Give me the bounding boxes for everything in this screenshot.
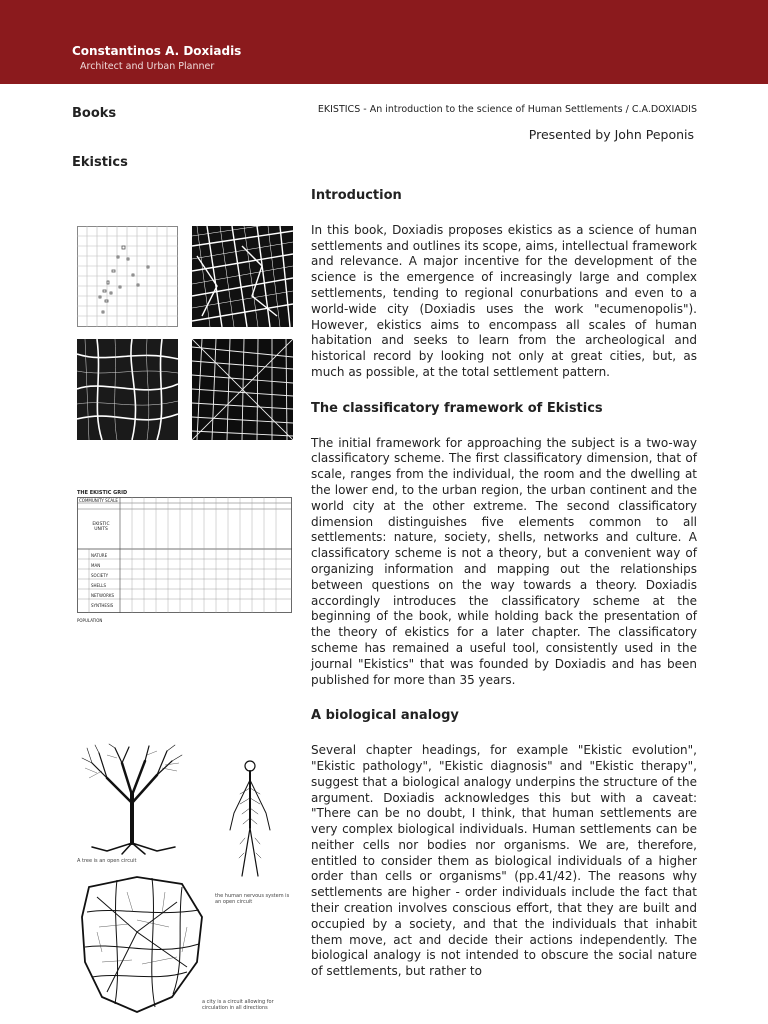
nervous-system-figure [228,758,273,878]
biological-paragraph: Several chapter headings, for example "Ekistic evolution", "Ekistic pathology", "Ekistic diagnosis" and "Ekistic therapy", suggest that a biological analogy underpins the structure of the argument. Doxiadis acknowledges this but with a caveat: "There can be no doubt, I think, that human settlements are very complex biological individuals. Human settlements can be neither cells nor bodies nor organisms. We are, therefore, entitled to consider them as biological individuals of a higher order than cells or organisms" (pp.41/42). The reasons why settlements are higher - order individuals include the fact that their creation involves conscious effort, that they are built and occupied by a society, and that the individuals that inhabit them move, act and decide their actions independently. The biological analogy is not intended to obscure the social nature of settlements, but rather to [311,743,697,979]
ekistic-grid-population-label: POPULATION [77,618,103,623]
ekistic-grid-units-label: EKISTIC UNITS [92,522,110,532]
tree-caption: A tree is an open circuit [77,858,137,864]
element-nature: NATURE [91,553,108,558]
classification-heading: The classificatory framework of Ekistics [311,400,603,416]
street-pattern-figure-2 [77,339,178,440]
presenter-credit: Presented by John Peponis [528,127,694,142]
element-society: SOCIETY [91,573,109,578]
element-networks: NETWORKS [91,593,115,598]
street-pattern-figure-3 [192,339,293,440]
nervous-system-caption: the human nervous system is an open circuit [215,893,290,905]
city-caption: a city is a circuit allowing for circulation in all directions [202,999,274,1011]
intro-paragraph: In this book, Doxiadis proposes ekistics as a science of human settlements and outlines its scope, aims, intellectual framework and relevance. A major incentive for the development of the science is the emergence of increasingly large and complex settlements, tending to regional conurbations and even to a world-wide city (Doxiadis uses the work "ecumenopolis"). However, ekistics aims to encompass all scales of human habitation and seeks to learn from the archeological and historical record by looking not only at great cities, but, as much as possible, at the total settlement pattern. [311,222,697,379]
settlement-grid-figure [77,226,178,327]
ekistic-grid-scale-label: COMMUNITY SCALE [79,498,118,503]
biological-heading: A biological analogy [311,708,459,724]
city-map-figure [77,872,207,1022]
street-pattern-figure-1 [192,226,293,327]
site-owner-name[interactable]: Constantinos A. Doxiadis [72,44,242,58]
site-owner-role: Architect and Urban Planner [80,61,215,72]
nav-books-link[interactable]: Books [72,106,117,121]
intro-heading: Introduction [311,188,402,203]
element-synthesis: SYNTHESIS [91,603,114,608]
header-banner [0,0,768,84]
ekistic-grid-figure [77,490,292,650]
article-body [311,188,697,1000]
book-title: EKISTICS - An introduction to the science of Human Settlements / C.A.DOXIADIS [317,104,697,115]
ekistic-grid-title: THE EKISTIC GRID [77,490,128,496]
element-man: MAN [91,563,101,568]
tree-figure [77,743,187,855]
element-shells: SHELLS [91,583,107,588]
ekistic-grid-elements [91,551,114,611]
nav-ekistics-link[interactable]: Ekistics [72,155,128,170]
classification-paragraph: The initial framework for approaching the subject is a two-way classificatory scheme. The first classificatory dimension, that of scale, ranges from the individual, the room and the dwelling at the lower end, to the urban region, the urban continent and the world city at the other extreme. The second classificatory dimension distinguishes five elements common to all settlements: nature, society, shells, networks and culture. A classificatory scheme is not a theory, but a convenient way of organizing information and mapping out the relationships between questions on the way towards a theory. Doxiadis accordingly introduces the classificatory scheme at the beginning of the book, while holding back the presentation of the theory of ekistics for a later chapter. The classificatory scheme has remained a useful tool, consistently used in the journal "Ekistics" that was founded by Doxiadis and has been published for more than 35 years. [311,435,697,687]
